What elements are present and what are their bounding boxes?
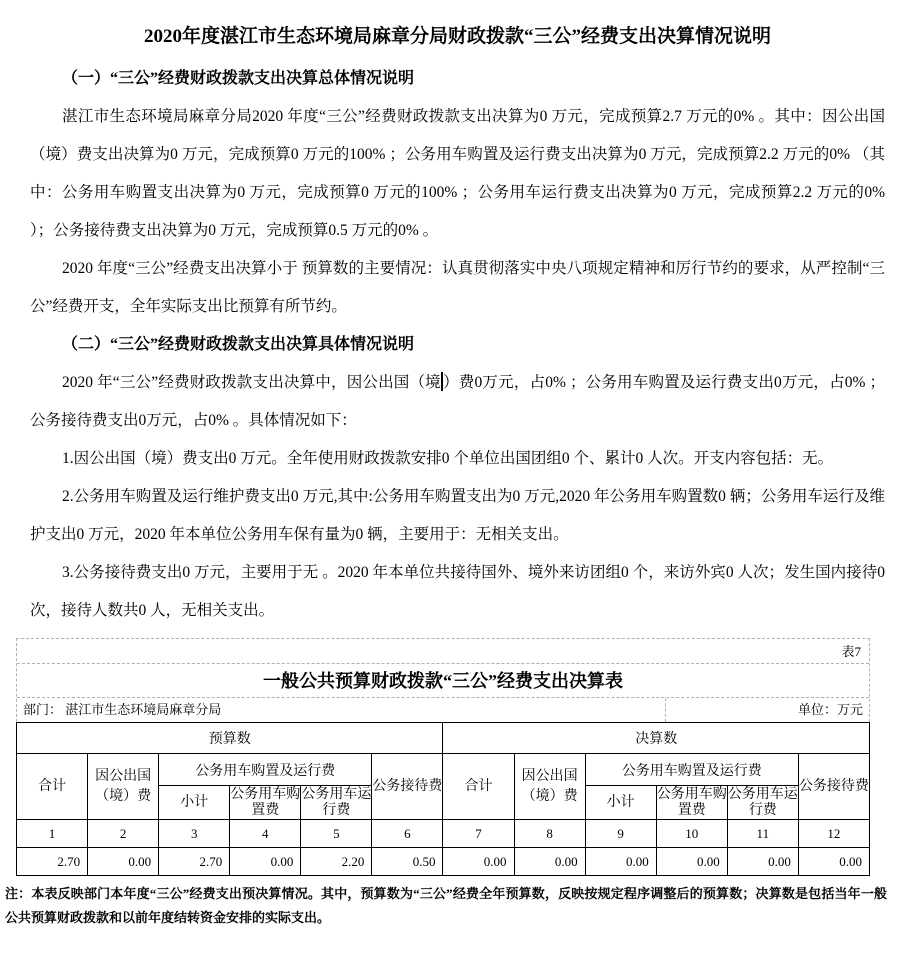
column-number: 12: [798, 820, 869, 848]
header-final-subtotal: 小计: [585, 786, 656, 820]
header-final-vehicle-group: 公务用车购置及运行费: [585, 754, 798, 786]
budget-value-reception: 0.50: [372, 848, 443, 876]
table-department: 部门： 湛江市生态环境局麻章分局: [23, 702, 222, 717]
column-number: 2: [88, 820, 159, 848]
section-heading-1: （一）“三公”经费财政拨款支出决算总体情况说明: [62, 70, 415, 87]
budget-value-subtotal: 2.70: [159, 848, 230, 876]
header-budget-reception: 公务接待费: [372, 754, 443, 820]
paragraph-overall: 湛江市生态环境局麻章分局2020 年度“三公”经费财政拨款支出决算为0 万元，完成预算2.7 万元的0% 。其中：因公出国（境）费支出决算为0 万元，完成预算0 万元的100% ；公务用车购置及运行费支出决算为0 万元，完成预算2.2 万元的0% （其中：公务用车购置支出决算为0 万元，完成预算0 万元的100% ；公务用车运行费支出决算为0 万元，完成预算2.2 万元的0% ）；公务接待费支出决算为0 万元，完成预算0.5 万元的0% 。: [30, 108, 885, 239]
header-row-upper: [17, 754, 870, 786]
document-body: [30, 60, 885, 630]
paragraph-detail: [30, 364, 885, 440]
header-final-reception: 公务接待费: [798, 754, 869, 820]
column-number: 3: [159, 820, 230, 848]
header-budget-vehicle-group: 公务用车购置及运行费: [159, 754, 372, 786]
column-number: 7: [443, 820, 514, 848]
value-row: [17, 848, 870, 876]
table-meta-row: [17, 698, 869, 722]
column-number: 11: [727, 820, 798, 848]
group-header-row: [17, 723, 870, 754]
header-final-total: 合计: [443, 754, 514, 820]
page-title: 2020年度湛江市生态环境局麻章分局财政拨款“三公”经费支出决算情况说明: [143, 26, 771, 47]
column-number: 6: [372, 820, 443, 848]
table-outer-frame: [16, 638, 870, 722]
table-footnote: 注：本表反映部门本年度“三公”经费支出预决算情况。其中，预算数为“三公”经费全年预算数，反映按规定程序调整后的预算数；决算数是包括当年一般公共预算财政拨款和以前年度结转资金安排的实际支出。: [5, 886, 887, 925]
header-final-purchase: 公务用车购置费: [656, 786, 727, 818]
budget-value-total: 2.70: [17, 848, 88, 876]
paragraph-abroad: 1.因公出国（境）费支出0 万元。全年使用财政拨款安排0 个单位出国团组0 个、累计0 人次。开支内容包括：无。: [62, 450, 834, 467]
budget-value-operation: 2.20: [301, 848, 372, 876]
final-value-operation: 0.00: [727, 848, 798, 876]
column-number: 1: [17, 820, 88, 848]
section-heading-2: （二）“三公”经费财政拨款支出决算具体情况说明: [62, 336, 415, 353]
final-value-reception: 0.00: [798, 848, 869, 876]
column-number: 4: [230, 820, 301, 848]
budget-value-purchase: 0.00: [230, 848, 301, 876]
expense-table: [16, 722, 870, 876]
budget-group-header: 预算数: [17, 723, 443, 754]
header-budget-operation: 公务用车运行费: [301, 786, 372, 818]
expense-decree-table: [16, 638, 870, 876]
header-final-operation: 公务用车运行费: [727, 786, 798, 818]
budget-value-abroad: 0.00: [88, 848, 159, 876]
paragraph-detail-after-cursor: ）费0万元，占0% ；公务用车购置及运行费支出0万元，占0% ；公务接待费支出0万元，占0% 。具体情况如下：: [30, 374, 886, 429]
column-number: 10: [656, 820, 727, 848]
header-final-abroad: 因公出国（境）费: [514, 754, 585, 820]
paragraph-savings: 2020 年度“三公”经费支出决算小于 预算数的主要情况：认真贯彻落实中央八项规定精神和厉行节约的要求，从严控制“三公”经费开支，全年实际支出比预算有所节约。: [30, 260, 885, 315]
sheet-number: 表7: [841, 644, 861, 659]
column-number: 8: [514, 820, 585, 848]
header-budget-abroad: 因公出国（境）费: [88, 754, 159, 820]
sheet-number-row: [17, 639, 869, 664]
column-number: 5: [301, 820, 372, 848]
table-unit: 单位：万元: [665, 698, 869, 722]
final-value-abroad: 0.00: [514, 848, 585, 876]
final-value-total: 0.00: [443, 848, 514, 876]
column-number: 9: [585, 820, 656, 848]
header-budget-purchase: 公务用车购置费: [230, 786, 301, 818]
header-budget-subtotal: 小计: [159, 786, 230, 820]
final-value-purchase: 0.00: [656, 848, 727, 876]
column-number-row: [17, 820, 870, 848]
header-budget-total: 合计: [17, 754, 88, 820]
paragraph-detail-before-cursor: 2020 年“三公”经费财政拨款支出决算中，因公出国（境: [62, 374, 441, 391]
paragraph-vehicle: 2.公务用车购置及运行维护费支出0 万元,其中:公务用车购置支出为0 万元,2020 年公务用车购置数0 辆；公务用车运行及维护支出0 万元，2020 年本单位公务用车保有量为0 辆，主要用于：无相关支出。: [30, 488, 885, 543]
final-group-header: 决算数: [443, 723, 870, 754]
paragraph-reception: 3.公务接待费支出0 万元，主要用于无 。2020 年本单位共接待国外、境外来访团组0 个，来访外宾0 人次；发生国内接待0 次，接待人数共0 人，无相关支出。: [30, 564, 885, 619]
table-title: 一般公共预算财政拨款“三公”经费支出决算表: [17, 664, 869, 698]
final-value-subtotal: 0.00: [585, 848, 656, 876]
